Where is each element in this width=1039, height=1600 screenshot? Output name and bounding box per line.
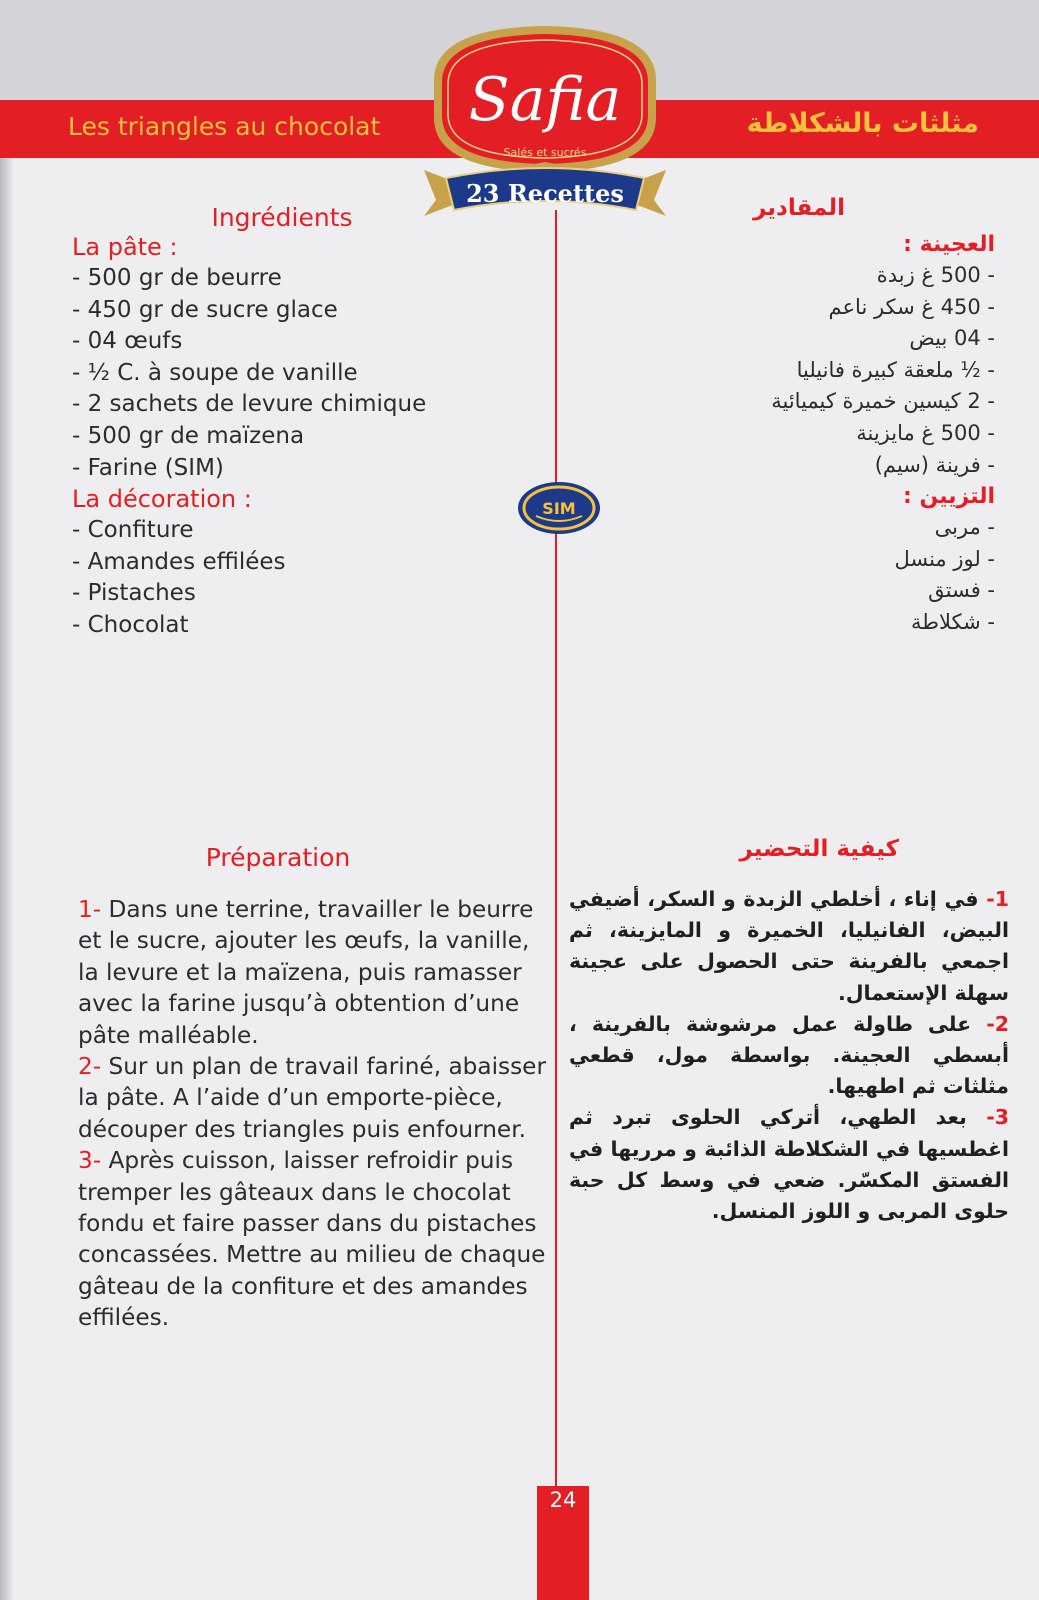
list-item: - ½ ملعقة كبيرة فانيليا (796, 357, 995, 382)
list-item (569, 1009, 1009, 1103)
list-item: - 500 غ زبدة (876, 263, 995, 287)
step-number: 1- (78, 896, 102, 923)
step-number: 3- (78, 1147, 102, 1175)
list-item: - 500 gr de beurre (72, 265, 282, 291)
list-item: - Confiture (72, 517, 194, 544)
book-binding-edge (0, 0, 14, 1600)
list-item: - 450 غ سكر ناعم (828, 294, 995, 319)
logo-recipes-text: 23 Recettes (466, 179, 624, 208)
list-item: - شكلاطة (911, 609, 995, 634)
list-item: - فرينة (سيم) (874, 452, 995, 477)
list-item: - Farine (SIM) (72, 454, 224, 481)
logo-tagline-text: Salés et sucrés (503, 146, 587, 159)
list-item (569, 1102, 1009, 1227)
recipe-title-french: Les triangles au chocolat (68, 112, 381, 141)
arabic-ingredients-section (565, 195, 995, 639)
ingredients-heading-ar: المقادير (753, 195, 845, 221)
pate-heading-ar: العجينة : (903, 232, 995, 257)
logo-brand-text: Safia (468, 65, 622, 135)
list-item: - 04 œufs (72, 328, 183, 355)
french-ingredients-section (72, 203, 542, 642)
step-text: بعد الطهي، أتركي الحلوى تبرد ثم اغطسيها في الشكلاطة الذائبة و مرريها في الفستق المكسّر. ضعي في وسط كل حبة حلوى المربى و اللوز المنسل. (569, 1105, 1009, 1224)
recipe-title-arabic: مثلثات بالشكلاطة (746, 108, 979, 139)
list-item: - Amandes effilées (72, 548, 286, 575)
step-text: على طاولة عمل مرشوشة بالفرينة ، أبسطي العجينة. بواسطة مول، قطعي مثلثات ثم اطهيها. (569, 1011, 1009, 1099)
page-number: 24 (549, 1488, 577, 1512)
list-item: - 2 sachets de levure chimique (72, 391, 427, 418)
list-item (78, 894, 556, 1051)
step-number: 2- (78, 1053, 102, 1081)
preparation-steps-ar (569, 884, 1009, 1227)
step-text: في إناء ، أخلطي الزبدة و السكر، أضيفي البيض، الفانيليا، الخميرة و المايزينة، ثم اجمعي بالفرينة حتى الحصول على عجينة سهلة الإستعمال. (569, 887, 1009, 1005)
list-item (78, 1145, 556, 1333)
pate-list-ar (565, 260, 995, 481)
list-item (78, 1051, 556, 1145)
decoration-heading-ar: التزيين : (903, 484, 995, 510)
list-item: - 450 gr de sucre glace (72, 296, 338, 323)
decoration-list-ar (565, 512, 995, 638)
sim-logo-text: SIM (542, 499, 576, 518)
step-text: Dans une terrine, travailler le beurre et le sucre, ajouter les œufs, la vanille, la levure et la maïzena, puis ramasser avec la farine jusqu’à obtention d’une pâte malléable. (78, 896, 534, 1049)
decoration-heading-fr: La décoration : (72, 485, 252, 514)
list-item: - Pistaches (72, 580, 196, 607)
list-item: - 04 بيض (909, 326, 995, 351)
ingredients-heading-fr: Ingrédients (211, 203, 353, 232)
list-item: - Chocolat (72, 611, 189, 638)
pate-list-fr (72, 263, 542, 484)
list-item: - لوز منسل (894, 546, 995, 571)
list-item: - 500 غ مايزينة (856, 420, 995, 445)
list-item: - 2 كيسين خميرة كيميائية (771, 389, 995, 414)
list-item: - 500 gr de maïzena (72, 422, 305, 449)
step-number: 2- (986, 1011, 1009, 1036)
preparation-steps-fr (78, 894, 556, 1334)
step-number: 1- (986, 887, 1009, 911)
step-text: Après cuisson, laisser refroidir puis tremper les gâteaux dans le chocolat fondu et faire passer dans du pistaches concassées. Mettre au milieu de chaque gâteau de la confiture et des amandes effilées. (78, 1147, 546, 1332)
preparation-heading-fr: Préparation (205, 843, 351, 872)
list-item: - ½ C. à soupe de vanille (72, 359, 358, 386)
list-item (569, 884, 1009, 1009)
step-text: Sur un plan de travail fariné, abaisser la pâte. A l’aide d’un emporte-pièce, découper des triangles puis enfourner. (78, 1053, 546, 1143)
list-item: - فستق (928, 578, 995, 603)
preparation-heading-ar: كيفية التحضير (739, 836, 899, 862)
step-number: 3- (986, 1105, 1009, 1130)
decoration-list-fr (72, 515, 542, 641)
french-preparation-section (78, 843, 556, 1334)
list-item: - مربى (934, 515, 995, 540)
pate-heading-fr: La pâte : (72, 233, 178, 261)
arabic-preparation-section (569, 836, 1009, 1227)
